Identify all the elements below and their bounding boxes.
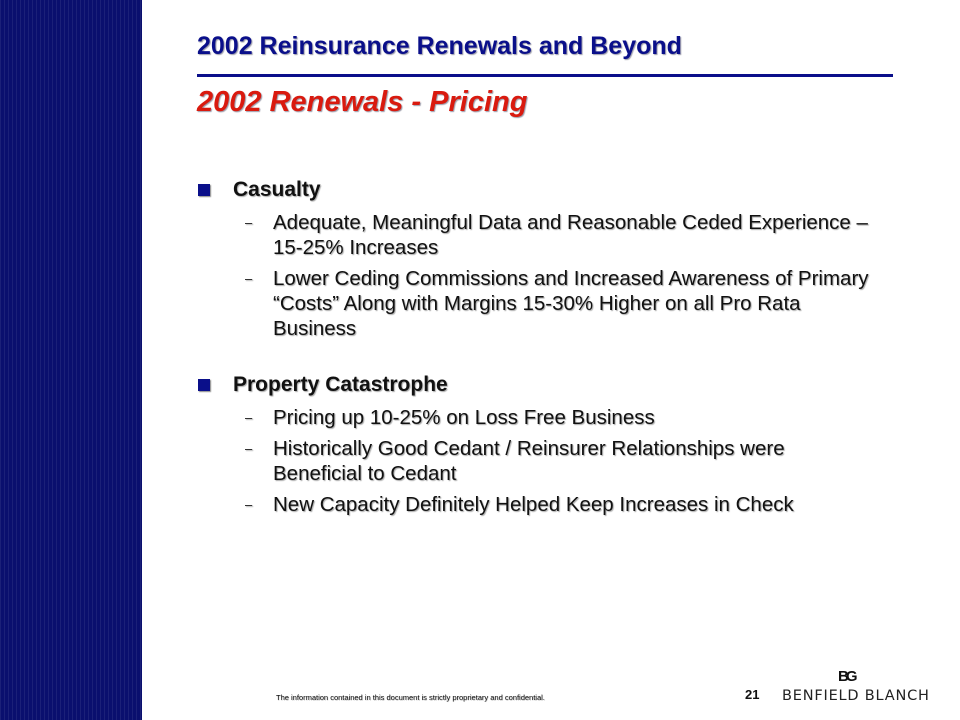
title-divider bbox=[197, 74, 893, 77]
slide-title: 2002 Reinsurance Renewals and Beyond bbox=[197, 32, 682, 60]
list-item bbox=[198, 492, 873, 517]
company-logo-text: BENFIELD BLANCH bbox=[782, 688, 930, 704]
slide-subtitle: 2002 Renewals - Pricing bbox=[197, 86, 528, 118]
list-item-text: Historically Good Cedant / Reinsurer Relationships were Beneficial to Cedant bbox=[273, 437, 785, 485]
dash-bullet-icon: – bbox=[245, 215, 253, 230]
slide-body bbox=[198, 178, 898, 549]
list-item-text: Lower Ceding Commissions and Increased Awareness of Primary “Costs” Along with Margins 15-30% Higher on all Pro Rata Business bbox=[273, 267, 869, 340]
section-heading-label: Casualty bbox=[233, 178, 321, 201]
square-bullet-icon bbox=[198, 184, 210, 196]
sidebar-band bbox=[0, 0, 142, 720]
section-heading bbox=[198, 373, 898, 397]
dash-bullet-icon: – bbox=[245, 497, 253, 512]
list-item-text: Pricing up 10-25% on Loss Free Business bbox=[273, 406, 655, 429]
page-number: 21 bbox=[745, 687, 760, 702]
dash-bullet-icon: – bbox=[245, 271, 253, 286]
section-property-catastrophe bbox=[198, 373, 898, 517]
section-heading bbox=[198, 178, 898, 202]
list-item-text: New Capacity Definitely Helped Keep Increases in Check bbox=[273, 493, 794, 516]
section-casualty bbox=[198, 178, 898, 341]
list-item bbox=[198, 266, 873, 341]
list-item bbox=[198, 436, 873, 486]
logo-mark-icon bbox=[838, 668, 855, 685]
section-heading-label: Property Catastrophe bbox=[233, 373, 448, 396]
list-item bbox=[198, 210, 873, 260]
dash-bullet-icon: – bbox=[245, 410, 253, 425]
dash-bullet-icon: – bbox=[245, 441, 253, 456]
confidential-notice: The information contained in this document is strictly proprietary and confidential. bbox=[276, 693, 545, 702]
list-item bbox=[198, 405, 873, 430]
list-item-text: Adequate, Meaningful Data and Reasonable Ceded Experience – 15-25% Increases bbox=[273, 211, 868, 259]
logo-mark-text: BG bbox=[838, 668, 855, 685]
square-bullet-icon bbox=[198, 379, 210, 391]
